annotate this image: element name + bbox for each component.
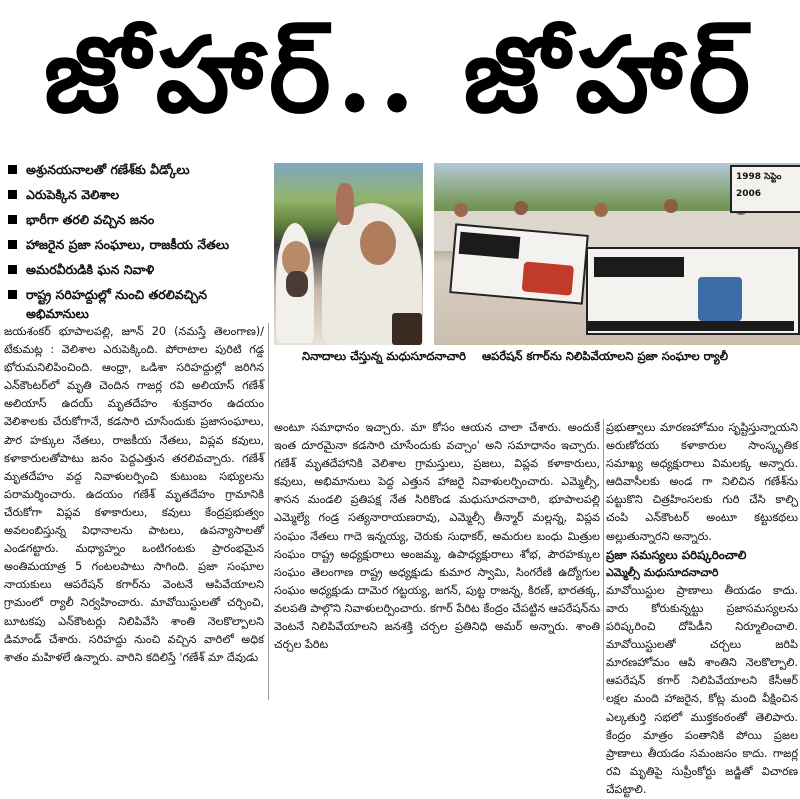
list-item [2,185,264,204]
list-item-text: అశ్రునయనాలతో గణేశ్‌కు వీడ్కోలు [26,162,190,177]
list-item [2,260,264,279]
article-column [274,419,600,654]
subheading: ప్రజా సమస్యలు పరిష్కరించాలి [606,547,747,562]
highlights-list [2,160,264,329]
year-sign [730,165,800,213]
article-paragraph: అంటూ సమాధానం ఇచ్చారు. మా కోసం ఆయన చాలా చేశారు. అందుకే ఇంత దూరమైనా కడసారి చూసేందుకు వచ్చాం' అని సమాధానం ఇచ్చారు. గణేశ్ మృతదేహానికి వెలిశాల గ్రామస్తులు, ప్రజలు, విప్లవ కళాకారులు, కవులు, అభిమానులు పెద్ద ఎత్తున హాజరై నివాళులర్పించారు. ఎమ్మెల్సీ, శాసన మండలి ప్రతిపక్ష నేత సిరికొండ మధుసూదనాచారి, భూపాలపల్లి ఎమ్మెల్యే గండ్ర సత్యనారాయణరావు, ఎమ్మెల్సీ తీన్మార్ మల్లన్న, విప్లవ సంఘం నేతలు గాదె ఇన్నయ్య, చెరుకు సుధాకర్, అమరుల బంధు మిత్రుల సంఘం రాష్ట్ర అధ్యక్షురాలు అంజమ్మ, ఉపాధ్యక్షురాలు శోభ, పౌరహక్కుల సంఘం తెలంగాణ రాష్ట్ర అధ్యక్షుడు కుమార స్వామి, సింగరేణి ఉద్యోగుల సంఘం అధ్యక్షుడు దామెర గట్టయ్య, జగన్, పుట్ట రాజన్న, కిరణ్, భారతక్క, వలపతి పాల్గొని నివాళులర్పించారు. కగార్ పేరిట కేంద్రం చేపట్టిన ఆపరేషన్‌ను వెంటనే నిలిపివేయాలని జనశక్తి చర్చల ప్రతినిధి అమర్ అన్నారు. శాంతి చర్చల పేరిట [274,421,600,652]
list-item [2,285,264,323]
bullet-square-icon [8,190,17,199]
photo-caption: నినాదాలు చేస్తున్న మధుసూదనాచారి [302,349,466,363]
person-face [360,221,396,265]
article-column [606,419,798,799]
article-paragraph: ప్రభుత్వాలు మారణహోమం సృష్టిస్తున్నాయని అరుణోదయ కళాకారుల సాంస్కృతిక సమాఖ్య అధ్యక్షురాలు విమలక్క అన్నారు. ఆదివాసీలకు అండ గా నిలిచిన గణేశ్‌ను పట్టుకొని చిత్రహింసలకు గురి చేసి కాల్చి చంపి ఎన్‌కౌంటర్ అంటూ కట్టుకథలు అల్లుతున్నారని అన్నారు. [606,421,798,543]
column-divider [603,419,604,700]
byline: ఎమ్మెల్సీ మధుసూదనాచారి [606,565,719,579]
column-divider [268,323,269,700]
article-paragraph: మావోయిస్టుల ప్రాణాలు తీయడం కాదు. వారు కోరుకున్నట్టు ప్రజాసమస్యలను పరిష్కరించి దోపిడీని నిర్మూలించాలి. మావోయిస్టులతో చర్చలు జరిపి మారణహోమం ఆపి శాంతిని నెలకొల్పాలి. ఆపరేషన్ కగార్ నిలిపివేయాలని కేసీఆర్ లక్షల మంది హాజరైన, కోట్ల మంది వీక్షించిన ఎల్కతుర్తి సభలో ముక్తకంఠంతో తెలిపారు. కేంద్రం మాత్రం పంతానికి పోయి ప్రజల ప్రాణాలు తీయడం సమంజసం కాదు. గాజర్ల రవి మృతిపై సుప్రీంకోర్టు జడ్జితో విచారణ చేపట్టాలి. [606,583,798,796]
list-item [2,235,264,254]
person-head [664,199,678,213]
person-figure [392,313,422,345]
article-paragraph: జయశంకర్ భూపాలపల్లి, జూన్ 20 (నమస్తే తెలంగాణ)/టేకుమట్ల : వెలిశాల ఎరుపెక్కింది. పోరాటాల పురిటి గడ్డ భోరుమనిలిపించింది. ఆంధ్రా, ఒడిశా సరిహద్దుల్లో జరిగిన ఎన్‌కౌంటర్‌లో మృతి చెందిన గాజర్ల రవి అలియాస్ గణేశ్ అలియాస్ ఉదయ్ మృతదేహం శుక్రవారం ఉదయం వెలిశాలకు చేరుకోగానే, కడసారి చూసేందుకు ప్రజాసంఘాలు, పౌర హక్కుల నేతలు, రాజకీయ నేతలు, విప్లవ కవులు, కళాకారులతోపాటు జనం పెద్దఎత్తున తరలివచ్చారు. గణేశ్ మృతదేహం వద్ద నివాళులర్పించి కుటుంబ సభ్యులను పరామర్శించారు. ఉదయం గణేశ్ మృతదేహం గ్రామానికి చేరుకోగా విప్లవ కళాకారులు, కవులు కేంద్రప్రభుత్వం అవలంబిస్తున్న విధానాలను పాటలు, ఉపన్యాసాలతో ఎండగట్టారు. మధ్యాహ్నం ఒంటిగంటకు ప్రారంభమైన అంతిమయాత్ర 5 గంటలపాటు సాగింది. ప్రజా సంఘాల నాయకులు ఆపరేషన్ కగార్‌ను వెంటనే ఆపివేయాలని గ్రామంలో ర్యాలీ నిర్వహించారు. మావోయిస్టులతో చర్చించి, బూటకపు ఎన్‌కౌంటర్లు నిలిపివేసి శాంతి నెలకొల్పాలని డిమాండ్ చేశారు. సరిహద్దు నుంచి వచ్చిన వారిలో అధిక శాతం మహిళలే ఉన్నారు. వారిని కదిలిస్తే 'గణేశ్ మా దేవుడు [4,325,264,664]
bullet-square-icon [8,265,17,274]
headline [0,0,800,150]
list-item [2,160,264,179]
person-head [594,203,608,217]
bullet-square-icon [8,290,17,299]
list-item-text: భారీగా తరలి వచ్చిన జనం [26,212,155,227]
bullet-square-icon [8,215,17,224]
year-sign-text: 1998 సెప్టెం [736,172,782,182]
protest-photo [274,163,423,345]
list-item-text: హాజరైన ప్రజా సంఘాలు, రాజకీయ నేతలు [26,237,230,252]
rally-banner-left [449,223,589,304]
person-head [454,203,468,217]
list-item-text: రాష్ట్ర సరిహద్దుల్లో నుంచి తరలివచ్చిన అభిమానులు [26,287,208,321]
rally-photo [434,163,800,345]
rally-banner-right [586,247,800,335]
list-item-text: ఎరుపెక్కిన వెలిశాల [26,187,120,202]
photo-caption: ఆపరేషన్ కగార్‌ను నిలిపివేయాలని ప్రజా సంఘాల ర్యాలీ [482,349,729,363]
beard-shape [286,271,308,297]
article-column [4,323,264,667]
list-item [2,210,264,229]
person-head [514,201,528,215]
bullet-square-icon [8,240,17,249]
list-item-text: అమరవీరుడికి ఘన నివాళి [26,262,155,277]
raised-fist-shape [336,183,354,225]
year-sign-text-2: 2006 [736,189,762,199]
bullet-square-icon [8,165,17,174]
headline-text: జోహార్.. జోహార్ [43,13,757,136]
